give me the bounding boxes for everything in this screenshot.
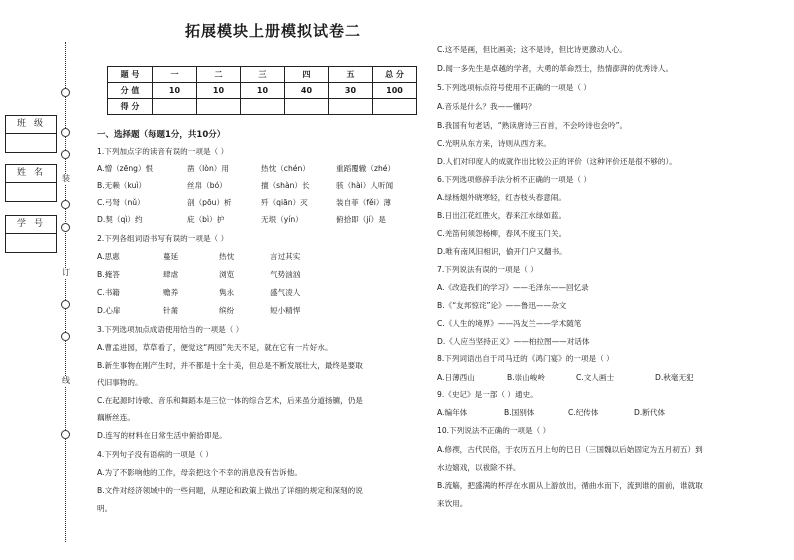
- binding-char-xian: 线: [62, 376, 70, 385]
- score-table-header-row: [108, 67, 417, 83]
- name-label: 姓名: [6, 165, 56, 183]
- answer-line: D.人们对印度人的成就作出比较公正的评价（这种评价还是很不够的）。: [437, 157, 677, 166]
- option: A.憎（zēng）恨: [97, 164, 154, 173]
- option: 热忱（chén）: [261, 164, 310, 173]
- table-cell: 10: [153, 83, 197, 99]
- option-row: [97, 252, 300, 262]
- answer-line: C.《人生的境界》——冯友兰——学术随笔: [437, 319, 582, 328]
- student-id-field[interactable]: [5, 215, 57, 253]
- option: 无垠（yín）: [261, 215, 303, 224]
- table-cell: 30: [329, 83, 373, 99]
- table-cell: 三: [241, 67, 285, 83]
- answer-line: A.音乐是什么？我——懂吗？: [437, 102, 536, 111]
- score-table-value-row: [108, 83, 417, 99]
- table-cell: 40: [285, 83, 329, 99]
- answer-line: 藕断丝连。: [97, 413, 135, 422]
- answer-line: B.日出江花红胜火，春来江水绿如蓝。: [437, 211, 567, 220]
- option: 肆虐: [163, 270, 179, 279]
- option: 丝帛（bó）: [187, 181, 227, 190]
- option: 隽永: [219, 288, 235, 297]
- option: 歼（qiān）灭: [261, 198, 308, 207]
- binding-hole: [61, 300, 70, 309]
- table-cell: 100: [373, 83, 417, 99]
- section-heading: 一、选择题（每题1分，共10分）: [97, 130, 226, 140]
- option: C.文人画士: [576, 373, 615, 382]
- name-field[interactable]: [5, 164, 57, 202]
- answer-line: A.为了不影响他的工作，母亲把这个不幸的消息没有告诉他。: [97, 468, 302, 477]
- score-table: [107, 66, 417, 115]
- option: D.秋毫无犯: [655, 373, 694, 382]
- option: 俯拾即（jí）是: [336, 215, 386, 224]
- answer-line: 来饮用。: [437, 499, 468, 508]
- binding-hole: [61, 88, 70, 97]
- option: C.纪传体: [568, 408, 599, 417]
- option-row: [97, 306, 300, 316]
- table-cell: 得 分: [108, 99, 153, 115]
- option: 凿（lòn）用: [187, 164, 229, 173]
- option: B.国别体: [504, 408, 535, 417]
- answer-line: C.这不是画，但比画美；这不是诗，但比诗更激动人心。: [437, 45, 627, 54]
- table-cell: 10: [197, 83, 241, 99]
- score-entry-cell[interactable]: [285, 99, 329, 115]
- answer-line: B.新生事物在刚产生时，并不都是十全十美，但总是不断发展壮大，最终是要取: [97, 361, 363, 370]
- student-id-label: 学号: [6, 216, 56, 234]
- answer-line: 水边嬉戏，以祓除不祥。: [437, 463, 521, 472]
- score-entry-cell[interactable]: [197, 99, 241, 115]
- question-stem: 10.下列说法不正确的一项是（ ）: [437, 426, 551, 435]
- option: 重蹈覆辙（zhé）: [336, 164, 396, 173]
- option-row: [97, 164, 395, 174]
- answer-line: 代旧事物的。: [97, 378, 143, 387]
- answer-line: A.绿杨烟外晓寒轻，红杏枝头春意闹。: [437, 193, 566, 202]
- option: 擅（shàn）长: [261, 181, 310, 190]
- answer-line: C.光明从东方来，诗则从西方来。: [437, 139, 552, 148]
- option-row: [97, 288, 300, 298]
- answer-line: A.《改造我们的学习》——毛泽东——回忆录: [437, 283, 589, 292]
- answer-line: B.流觞，把盛满的杯浮在水面从上游放出，循曲水而下，流到谁的面前，谁就取: [437, 481, 703, 490]
- option: A.日薄西山: [437, 373, 475, 382]
- option: C.书籍: [97, 288, 120, 297]
- table-cell: 四: [285, 67, 329, 83]
- answer-line: B.我国有句老话，“熟读唐诗三百首，不会吟诗也会吟”。: [437, 121, 628, 130]
- question-stem: 8.下列词语出自于司马迁的《鸿门宴》的一项是（ ）: [437, 354, 614, 363]
- answer-line: B.文件对经济领域中的一些问题，从理论和政策上做出了详细的规定和深刻的说: [97, 486, 363, 495]
- option: 气势汹汹: [270, 270, 301, 279]
- option: 短小精悍: [270, 306, 301, 315]
- binding-hole: [61, 128, 70, 137]
- answer-line: C.羌笛何须怨杨柳，春风不度玉门关。: [437, 229, 567, 238]
- option: 热忱: [219, 252, 235, 261]
- score-entry-cell[interactable]: [329, 99, 373, 115]
- question-stem: 1.下列加点字的读音有误的一项是（ ）: [97, 147, 229, 156]
- option: D.断代体: [634, 408, 666, 417]
- option: A.思惠: [97, 252, 120, 261]
- binding-char-zhuang: 装: [62, 174, 70, 183]
- exam-title: 拓展模块上册模拟试卷二: [185, 22, 362, 40]
- question-stem: 9.《史记》是一部（ ）通史。: [437, 390, 538, 399]
- option: B.掩答: [97, 270, 120, 279]
- answer-line: A.修禊，古代民俗，于农历五月上旬的巳日（三国魏以后始固定为五月初五）到: [437, 445, 703, 454]
- option-row: [97, 181, 393, 191]
- question-stem: 4.下列句子没有语病的一项是（ ）: [97, 450, 213, 459]
- score-entry-cell[interactable]: [373, 99, 417, 115]
- answer-line: 明。: [97, 504, 113, 513]
- option: 剖（pōu）析: [187, 198, 232, 207]
- option: 针黹: [163, 306, 179, 315]
- option: A.编年体: [437, 408, 468, 417]
- answer-line: D.闻一多先生是卓越的学者，大勇的革命烈士，热情澎湃的优秀诗人。: [437, 64, 674, 73]
- binding-hole: [61, 223, 70, 232]
- option: D.心扉: [97, 306, 121, 315]
- option: 蔓延: [163, 252, 179, 261]
- option: 盛气凌人: [270, 288, 301, 297]
- question-stem: 6.下列选项修辞手法分析不正确的一项是（ ）: [437, 175, 591, 184]
- binding-hole: [61, 200, 70, 209]
- binding-margin: [0, 0, 90, 560]
- table-cell: 一: [153, 67, 197, 83]
- table-cell: 题 号: [108, 67, 153, 83]
- answer-line: D.《人应当坚持正义》——柏拉图——对话体: [437, 337, 590, 346]
- table-cell: 分 值: [108, 83, 153, 99]
- option: C.弓弩（nǔ）: [97, 198, 145, 207]
- question-stem: 3.下列选项加点成语使用恰当的一项是（ ）: [97, 325, 244, 334]
- question-stem: 2.下列各组词语书写有误的一项是（ ）: [97, 234, 229, 243]
- option: B.崇山峻岭: [507, 373, 545, 382]
- option-row: [97, 270, 300, 280]
- table-cell: 二: [197, 67, 241, 83]
- score-table-score-row: [108, 99, 417, 115]
- table-cell: 总 分: [373, 67, 417, 83]
- question-stem: 7.下列说法有误的一项是（ ）: [437, 265, 538, 274]
- answer-line: A.曹孟进园，草草看了，便觉这“两园”先天不足，就在它有一片好水。: [97, 343, 333, 352]
- option: B.无赖（kuì）: [97, 181, 147, 190]
- option: 赡养: [163, 288, 179, 297]
- option-row: [437, 373, 694, 383]
- option: 缤纷: [219, 306, 235, 315]
- option: D.契（qì）约: [97, 215, 143, 224]
- answer-line: D.唯有南风旧相识，偷开门户又翻书。: [437, 247, 567, 256]
- option: 浏览: [219, 270, 235, 279]
- option: 装自菲（fěi）薄: [336, 198, 392, 207]
- class-label: 班级: [6, 116, 56, 134]
- class-field[interactable]: [5, 115, 57, 153]
- binding-hole: [61, 150, 70, 159]
- question-stem: 5.下列选项标点符号使用不正确的一项是（ ）: [437, 83, 591, 92]
- binding-hole: [61, 332, 70, 341]
- table-cell: 五: [329, 67, 373, 83]
- option: 庇（bì）护: [187, 215, 225, 224]
- answer-line: D.连写的材料在日常生活中俯拾即是。: [97, 431, 227, 440]
- answer-line: C.在起源时诗歌、音乐和舞蹈本是三位一体的综合艺术，后来虽分道扬镳，仍是: [97, 396, 363, 405]
- option: 言过其实: [270, 252, 301, 261]
- binding-char-ding: 订: [62, 268, 70, 277]
- table-cell: 10: [241, 83, 285, 99]
- option-row: [437, 408, 665, 418]
- binding-dotted-line: [65, 42, 66, 542]
- score-entry-cell[interactable]: [153, 99, 197, 115]
- option-row: [97, 198, 391, 208]
- answer-line: B.《“友邦惊诧”论》——鲁迅——杂文: [437, 301, 567, 310]
- score-entry-cell[interactable]: [241, 99, 285, 115]
- option: 骇（hài）人听闻: [336, 181, 394, 190]
- binding-hole: [61, 430, 70, 439]
- option-row: [97, 215, 386, 225]
